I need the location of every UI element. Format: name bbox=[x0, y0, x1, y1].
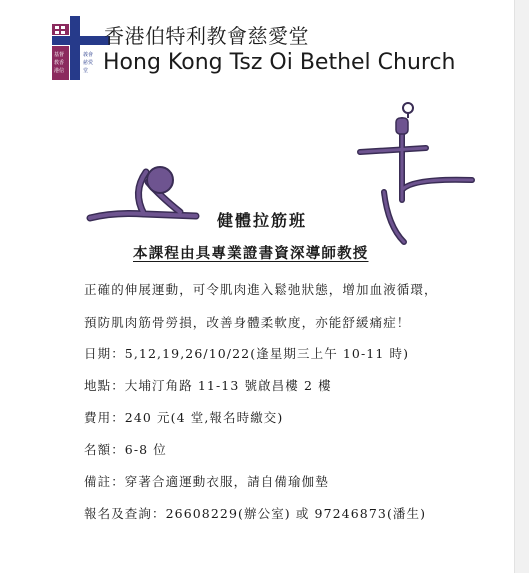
class-title: 健體拉筋班 bbox=[217, 211, 308, 230]
instructor-note: 本課程由具專業證書資深導師教授 bbox=[133, 245, 369, 262]
intro-line-1: 正確的伸展運動，可令肌肉進入鬆弛狀態，增加血液循環， bbox=[84, 282, 438, 297]
stretching-figure-seated bbox=[84, 152, 204, 228]
stretching-figure-standing bbox=[354, 96, 478, 248]
class-dates: 日期：5,12,19,26/10/22(逢星期三上午 10-11 時) bbox=[84, 346, 410, 361]
church-logo bbox=[52, 16, 110, 80]
svg-text:義會: 義會 bbox=[83, 52, 94, 58]
class-fee: 費用：240 元(4 堂,報名時繳交) bbox=[84, 410, 284, 425]
intro-line-2: 預防肌肉筋骨勞損，改善身體柔軟度，亦能舒緩痛症！ bbox=[84, 315, 411, 330]
svg-text:慈愛: 慈愛 bbox=[83, 60, 94, 66]
class-venue: 地點：大埔汀角路 11-13 號啟昌樓 2 樓 bbox=[84, 378, 332, 393]
class-remarks: 備註：穿著合適運動衣服，請自備瑜伽墊 bbox=[84, 474, 329, 489]
svg-text:港信: 港信 bbox=[54, 68, 65, 74]
svg-text:教香: 教香 bbox=[54, 60, 65, 66]
class-quota: 名額：6-8 位 bbox=[84, 442, 167, 457]
enquiry-contact: 報名及查詢：26608229(辦公室) 或 97246873(潘生) bbox=[84, 506, 427, 521]
page-gutter bbox=[514, 0, 529, 573]
org-name-en: Hong Kong Tsz Oi Bethel Church bbox=[103, 50, 456, 75]
svg-text:堂: 堂 bbox=[83, 68, 89, 74]
org-name-zh: 香港伯特利教會慈愛堂 bbox=[104, 24, 309, 48]
svg-text:基督: 基督 bbox=[54, 52, 65, 58]
